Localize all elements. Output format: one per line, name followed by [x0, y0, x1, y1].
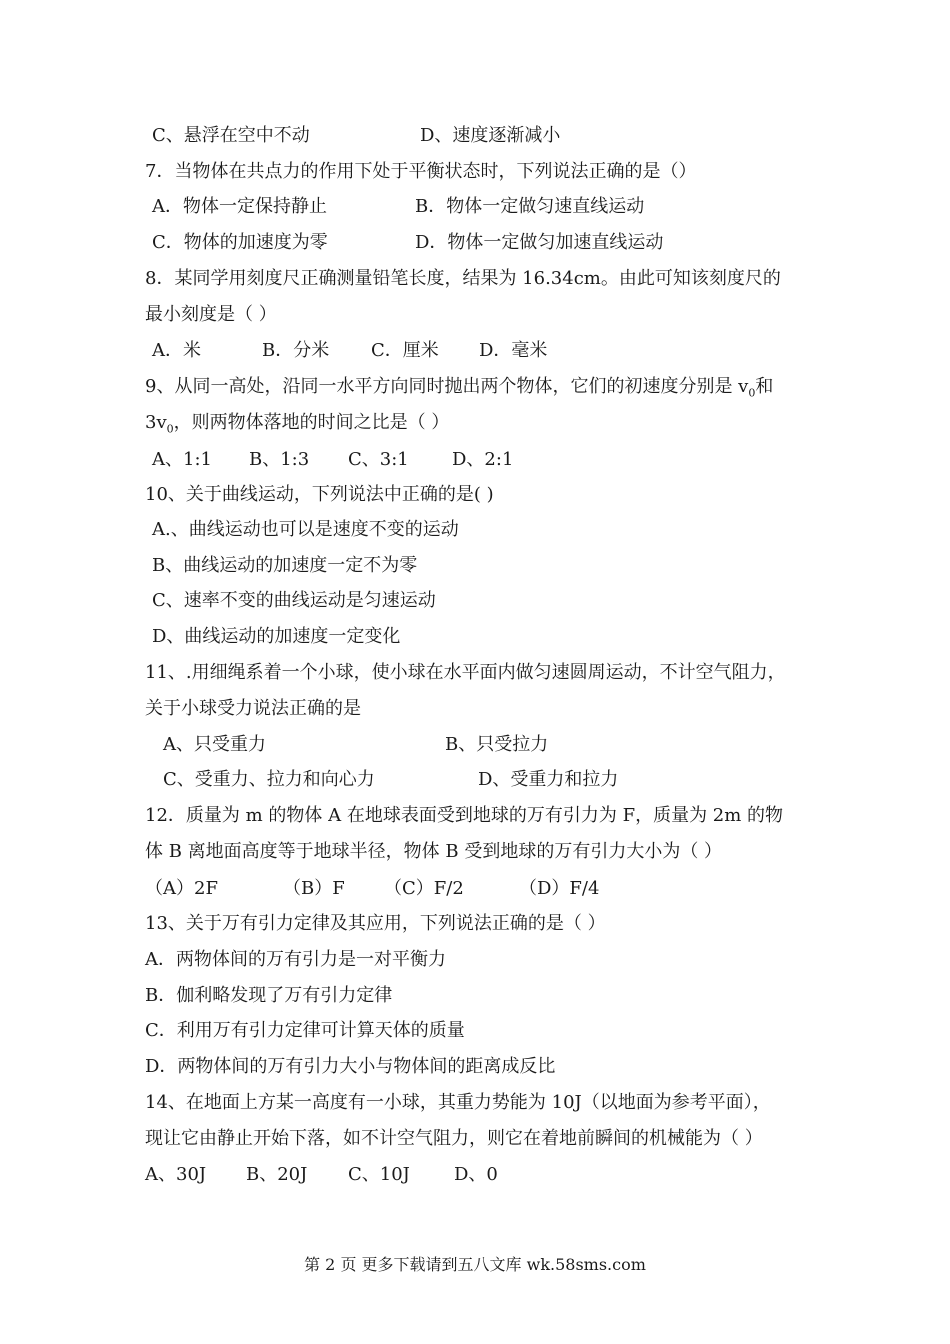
page-footer: 第 2 页 更多下载请到五八文库 wk.58sms.com	[304, 1255, 646, 1274]
question-8-stem-line1: 8．某同学用刻度尺正确测量铅笔长度，结果为 16.34cm。由此可知该刻度尺的	[145, 268, 781, 289]
q6-option-d: D、速度逐渐减小	[420, 125, 561, 146]
q12-option-d: （D）F/4	[519, 878, 600, 899]
q12-option-c: （C）F/2	[384, 878, 464, 899]
q11-option-b: B、只受拉力	[445, 734, 549, 755]
question-14-stem-line1: 14、在地面上方某一高度有一小球，其重力势能为 10J（以地面为参考平面），	[145, 1092, 771, 1113]
q8-option-d: D．毫米	[479, 340, 548, 361]
q11-option-d: D、受重力和拉力	[478, 769, 619, 790]
question-7-stem: 7．当物体在共点力的作用下处于平衡状态时，下列说法正确的是（）	[145, 161, 697, 182]
q10-option-c: C、速率不变的曲线运动是匀速运动	[152, 590, 436, 611]
q10-option-a: A.、曲线运动也可以是速度不变的运动	[152, 519, 459, 540]
q9-option-b: B、1:3	[249, 449, 310, 470]
q7-option-c: C．物体的加速度为零	[152, 232, 328, 253]
question-9-stem-line2	[145, 411, 449, 435]
q14-option-d: D、0	[454, 1164, 498, 1185]
q11-option-a: A、只受重力	[163, 734, 266, 755]
q10-option-b: B、曲线运动的加速度一定不为零	[152, 555, 418, 576]
question-11-stem-line2: 关于小球受力说法正确的是	[145, 698, 361, 719]
question-14-stem-line2: 现让它由静止开始下落，如不计空气阻力，则它在着地前瞬间的机械能为（ ）	[145, 1128, 763, 1149]
question-13-stem: 13、关于万有引力定律及其应用，下列说法正确的是（ ）	[145, 913, 606, 934]
q8-option-b: B．分米	[262, 340, 330, 361]
q9-option-c: C、3:1	[348, 449, 409, 470]
q8-option-c: C．厘米	[371, 340, 439, 361]
q9-option-a: A、1:1	[152, 449, 212, 470]
q9-stem-line2-text: ，则两物体落地的时间之比是（ ）	[173, 412, 450, 433]
q9-stem-line1-end: 和	[755, 376, 774, 397]
q9-option-d: D、2:1	[452, 449, 514, 470]
question-8-stem-line2: 最小刻度是（ ）	[145, 304, 277, 325]
q7-option-a: A．物体一定保持静止	[152, 196, 327, 217]
q9-subscript-zero: 0	[748, 386, 756, 400]
q13-option-d: D．两物体间的万有引力大小与物体间的距离成反比	[145, 1056, 556, 1077]
q6-option-c: C、悬浮在空中不动	[152, 125, 310, 146]
q11-option-c: C、受重力、拉力和向心力	[163, 769, 375, 790]
q12-option-b: （B）F	[283, 878, 345, 899]
q9-stem-line2-var: 3v	[145, 412, 167, 433]
q13-option-a: A．两物体间的万有引力是一对平衡力	[145, 949, 446, 970]
q14-option-a: A、30J	[145, 1164, 207, 1185]
question-9-stem-line1	[145, 375, 773, 399]
q14-option-b: B、20J	[246, 1164, 308, 1185]
q12-option-a: （A）2F	[145, 878, 218, 899]
q9-subscript-zero-2: 0	[166, 422, 174, 436]
question-12-stem-line2: 体 B 离地面高度等于地球半径，物体 B 受到地球的万有引力大小为（ ）	[145, 841, 723, 862]
q14-option-c: C、10J	[348, 1164, 410, 1185]
q7-option-d: D．物体一定做匀加速直线运动	[415, 232, 664, 253]
question-11-stem-line1: 11、.用细绳系着一个小球，使小球在水平面内做匀速圆周运动，不计空气阻力，	[145, 662, 786, 683]
q13-option-c: C．利用万有引力定律可计算天体的质量	[145, 1020, 465, 1041]
q13-option-b: B．伽利略发现了万有引力定律	[145, 985, 393, 1006]
q7-option-b: B．物体一定做匀速直线运动	[415, 196, 645, 217]
q10-option-d: D、曲线运动的加速度一定变化	[152, 626, 401, 647]
question-10-stem: 10、关于曲线运动，下列说法中正确的是( )	[145, 484, 494, 505]
q8-option-a: A．米	[152, 340, 201, 361]
question-12-stem-line1: 12．质量为 m 的物体 A 在地球表面受到地球的万有引力为 F，质量为 2m 的物	[145, 805, 784, 826]
q9-stem-line1-text: 9、从同一高处，沿同一水平方向同时抛出两个物体，它们的初速度分别是 v	[145, 376, 749, 397]
